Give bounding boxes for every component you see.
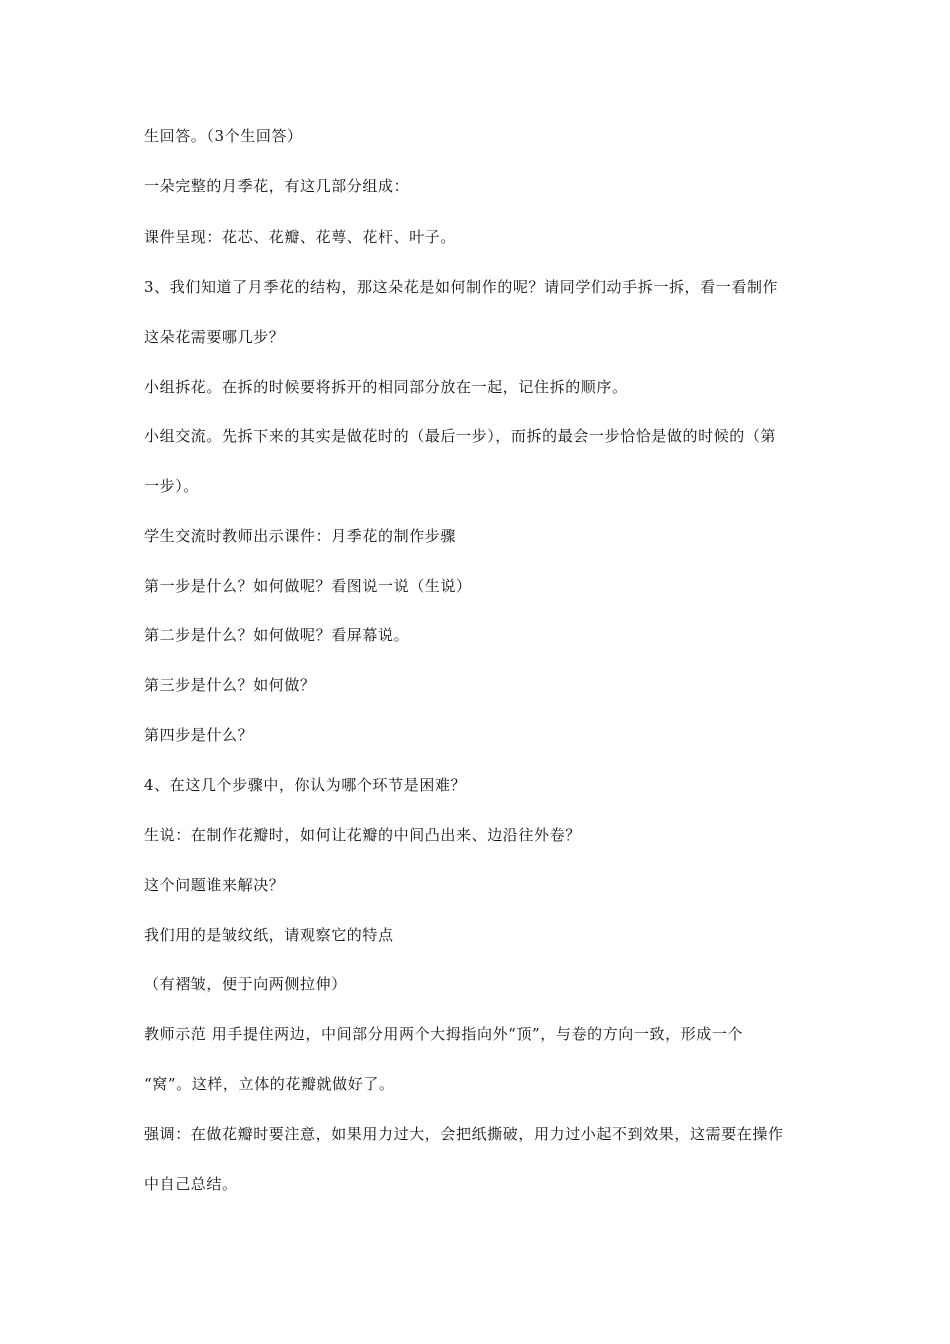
text-line-22: 中自己总结。 — [144, 1175, 238, 1193]
text-line-3: 课件呈现：花芯、花瓣、花萼、花杆、叶子。 — [144, 228, 457, 246]
text-line-10: 第一步是什么？如何做呢？看图说一说（生说） — [144, 577, 472, 595]
text-line-5: 这朵花需要哪几步？ — [144, 328, 285, 346]
text-line-21: 强调：在做花瓣时要注意，如果用力过大，会把纸撕破，用力过小起不到效果，这需要在操作 — [144, 1125, 784, 1143]
text-line-15: 生说：在制作花瓣时，如何让花瓣的中间凸出来、边沿往外卷？ — [144, 826, 581, 844]
text-line-8: 一步）。 — [144, 477, 199, 495]
text-line-7: 小组交流。先拆下来的其实是做花时的（最后一步），而拆的最会一步恰恰是做的时候的（第 — [144, 427, 777, 445]
text-line-17: 我们用的是皱纹纸，请观察它的特点 — [144, 926, 394, 944]
text-line-20: “窝”。这样，立体的花瓣就做好了。 — [144, 1075, 395, 1093]
text-line-6: 小组拆花。在拆的时候要将拆开的相同部分放在一起，记住拆的顺序。 — [144, 378, 628, 396]
text-line-4: 3、我们知道了月季花的结构，那这朵花是如何制作的呢？请同学们动手拆一拆，看一看制作 — [144, 278, 779, 296]
text-line-11: 第二步是什么？如何做呢？看屏幕说。 — [144, 626, 410, 644]
text-line-19: 教师示范 用手提住两边，中间部分用两个大拇指向外“顶”，与卷的方向一致，形成一个 — [144, 1025, 744, 1043]
text-line-1: 生回答。（3个生回答） — [144, 127, 303, 145]
text-line-12: 第三步是什么？如何做？ — [144, 676, 316, 694]
text-line-18: （有褶皱，便于向两侧拉伸） — [144, 975, 347, 993]
text-line-14: 4、在这几个步骤中，你认为哪个环节是困难？ — [144, 776, 467, 794]
text-line-13: 第四步是什么？ — [144, 726, 254, 744]
text-line-9: 学生交流时教师出示课件：月季花的制作步骤 — [144, 527, 457, 545]
text-line-16: 这个问题谁来解决？ — [144, 876, 285, 894]
text-line-2: 一朵完整的月季花，有这几部分组成： — [144, 177, 410, 195]
